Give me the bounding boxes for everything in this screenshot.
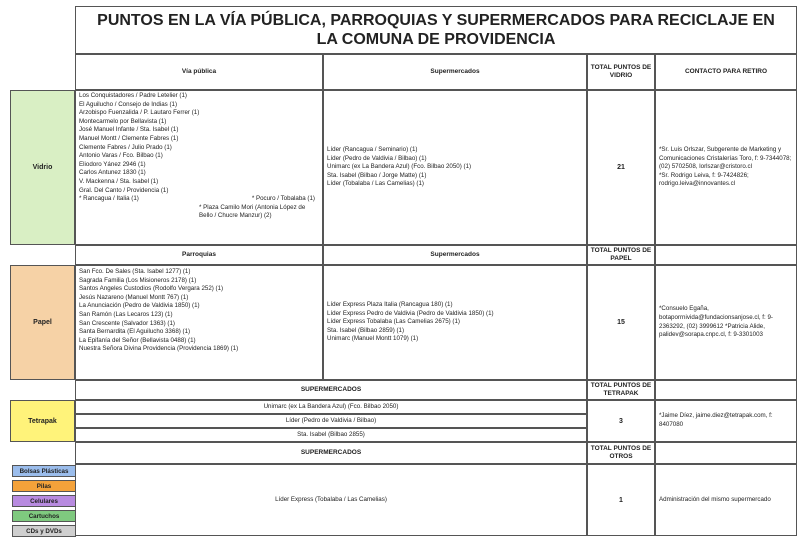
list-item: Santa Bernardita (El Aguilucho 3368) (1) <box>79 328 191 336</box>
list-item: Líder Express Tobalaba (Las Camelias 2675) (1) <box>327 318 460 326</box>
page-title: PUNTOS EN LA VÍA PÚBLICA, PARROQUIAS Y SUPERMERCADOS PARA RECICLAJE EN LA COMUNA DE PROVIDENCIA <box>75 6 797 54</box>
list-item: Manuel Montt / Clemente Fabres (1) <box>79 134 179 142</box>
header-supermercados-tetrapak: SUPERMERCADOS <box>75 380 587 400</box>
contacto-papel <box>655 265 797 380</box>
otros-supermercados: Líder Express (Tobalaba / Las Camelias) <box>75 464 587 536</box>
list-item: V. Mackenna / Sta. Isabel (1) <box>79 177 159 185</box>
list-item: Arzobispo Fuenzalida / P. Lautaro Ferrer (1) <box>79 109 200 117</box>
category-tetrapak: Tetrapak <box>10 400 75 442</box>
list-item: El Aguilucho / Consejo de Indias (1) <box>79 100 178 108</box>
category-vidrio: Vidrio <box>10 90 75 245</box>
list-item: Sta. Isabel (Bilbao / Jorge Matte) (1) <box>327 171 427 179</box>
header-parroquias: Parroquias <box>75 245 323 265</box>
category-cds-dvds: CDs y DVDs <box>12 525 76 537</box>
list-item: Unimarc (ex La Bandera Azul) (Fco. Bilbao 2050) (1) <box>327 163 472 171</box>
header-total-papel: TOTAL PUNTOS DE PAPEL <box>587 245 655 265</box>
list-item: San Crescente (Salvador 1363) (1) <box>79 319 175 327</box>
category-bolsas-plasticas: Bolsas Plásticas <box>12 465 76 477</box>
total-tetrapak: 3 <box>587 400 655 442</box>
list-item: San Fco. De Sales (Sta. Isabel 1277) (1) <box>79 268 191 275</box>
header-contacto: CONTACTO PARA RETIRO <box>655 54 797 90</box>
contact-text: *Jaime Díez, jaime.diez@tetrapak.com, f: 8407080 <box>659 412 773 428</box>
header-empty <box>655 245 797 265</box>
list-item: Nuestra Señora Divina Providencia (Providencia 1869) (1) <box>79 345 239 353</box>
vidrio-supermercados-list <box>323 90 587 245</box>
list-item: José Manuel Infante / Sta. Isabel (1) <box>79 126 179 134</box>
header-supermercados-otros: SUPERMERCADOS <box>75 442 587 464</box>
list-item: * Pocuro / Tobalaba (1) <box>251 195 315 203</box>
list-item: Montecarmelo por Bellavista (1) <box>79 117 167 125</box>
list-item: Jesús Nazareno (Manuel Montt 767) (1) <box>79 293 189 301</box>
list-item: Eliodoro Yánez 2946 (1) <box>79 160 146 168</box>
list-item: * Plaza Camilo Mori (Antonia López de Bello / Chucre Manzur) (2) <box>199 203 306 220</box>
category-papel: Papel <box>10 265 75 380</box>
papel-parroquias-list <box>75 265 323 380</box>
header-total-tetrapak: TOTAL PUNTOS DE TETRAPAK <box>587 380 655 400</box>
list-item: Líder (Tobalaba / Las Camelias) (1) <box>327 180 424 188</box>
list-item: Líder (Pedro de Valdivia / Bilbao) (1) <box>327 154 427 162</box>
list-item: Líder (Rancagua / Seminario) (1) <box>327 146 418 154</box>
list-item: Sagrada Familia (Los Misioneros 2178) (1) <box>79 276 197 284</box>
total-otros: 1 <box>587 464 655 536</box>
header-via-publica: Vía pública <box>75 54 323 90</box>
contact-text: *Consuelo Egaña, botaporrnivida@fundacionsanjose.cl, f: 9-2363292, (02) 3999612 *Patricia Alide, palidev@sorapa.cnpc.cl, f: 9-3301003 <box>659 305 773 339</box>
list-item: La Anunciación (Pedro de Valdivia 1850) (1) <box>79 302 200 310</box>
category-celulares: Celulares <box>12 495 76 507</box>
list-item: Carlos Antunez 1830 (1) <box>79 169 146 177</box>
header-supermercados-papel: Supermercados <box>323 245 587 265</box>
contacto-otros <box>655 464 797 536</box>
header-total-vidrio: TOTAL PUNTOS DE VIDRIO <box>587 54 655 90</box>
list-item: Gral. Del Canto / Providencia (1) <box>79 186 169 194</box>
header-total-otros: TOTAL PUNTOS DE OTROS <box>587 442 655 464</box>
list-item: Clemente Fabres / Julio Prado (1) <box>79 143 172 151</box>
category-cartuchos: Cartuchos <box>12 510 76 522</box>
table-row: Unimarc (ex La Bandera Azul) (Fco. Bilbao 2050) <box>75 400 587 414</box>
table-row: Líder (Pedro de Valdivia / Bilbao) <box>75 414 587 428</box>
list-item: Sta. Isabel (Bilbao 2859) (1) <box>327 326 405 334</box>
papel-supermercados-list <box>323 265 587 380</box>
contact-text: Administración del mismo supermercado <box>659 495 771 503</box>
header-supermercados-vidrio: Supermercados <box>323 54 587 90</box>
contact-text: *Sr. Rodrigo Leiva, f: 9-7424826; rodrigo.leiva@innovantes.cl <box>659 171 749 188</box>
header-empty <box>655 380 797 400</box>
contacto-tetrapak <box>655 400 797 442</box>
list-item: Antonio Varas / Fco. Bilbao (1) <box>79 152 163 160</box>
list-item: * Rancagua / Italia (1) <box>79 195 139 203</box>
list-item: Unimarc (Manuel Montt 1079) (1) <box>327 335 419 343</box>
list-item: Los Conquistadores / Padre Letelier (1) <box>79 92 187 99</box>
total-papel: 15 <box>587 265 655 380</box>
total-vidrio: 21 <box>587 90 655 245</box>
list-item: San Ramón (Las Lecaros 123) (1) <box>79 310 173 318</box>
contact-text: *Sr. Luis Orlszar, Subgerente de Marketing y Comunicaciones Cristalerías Toro, f: 9-7344078; (02) 5702508, lorlszar@cristoro.cl <box>659 146 792 171</box>
contacto-vidrio <box>655 90 797 245</box>
list-item: Santos Angeles Custodios (Rodolfo Vergara 252) (1) <box>79 285 224 293</box>
header-empty <box>655 442 797 464</box>
list-item: Líder Express Pedro de Valdivia (Pedro de Valdivia 1850) (1) <box>327 309 494 317</box>
list-item: La Epifanía del Señor (Bellavista 0488) (1) <box>79 336 196 344</box>
category-pilas: Pilas <box>12 480 76 492</box>
vidrio-via-publica-list <box>75 90 323 245</box>
list-item: Líder Express Plaza Italia (Rancagua 180) (1) <box>327 301 453 309</box>
table-row: Sta. Isabel (Bilbao 2855) <box>75 428 587 442</box>
